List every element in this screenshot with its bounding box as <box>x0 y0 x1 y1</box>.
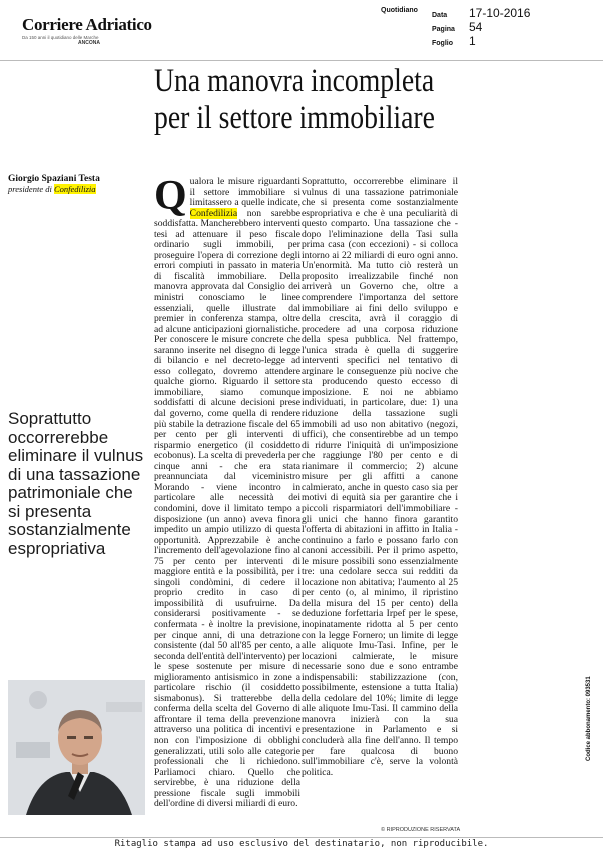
publication-type: Quotidiano <box>381 7 418 14</box>
sheet-label: Foglio <box>432 40 453 47</box>
masthead <box>22 16 172 46</box>
author-role <box>8 184 148 194</box>
drop-cap: Q <box>154 173 187 219</box>
page-value: 54 <box>469 20 483 34</box>
author-org: Confedilizia <box>53 184 96 194</box>
pull-quote: Soprattutto occorrerebbe eliminare il vulnus di una tassazione patrimoniale che si presenta sostanzialmente espropriativa <box>8 409 144 558</box>
clipping-meta <box>432 6 530 48</box>
logo-subtitle: Da 150 anni il quotidiano delle Marche <box>22 35 99 40</box>
copyright-notice: © RIPRODUZIONE RISERVATA <box>381 827 461 833</box>
subscription-code: Codice abbonamento: 093531 <box>586 676 592 761</box>
author-role-prefix: presidente di <box>8 184 54 194</box>
author-name: Giorgio Spaziani Testa <box>8 174 100 184</box>
headline <box>154 63 507 137</box>
headline-line-2: per il settore immobiliare <box>154 100 435 136</box>
date-label: Data <box>432 12 448 19</box>
column-1-org-highlight: Confedilizia <box>189 207 238 219</box>
column-1-text-b: non sarebbe soddisfatta. Mancherebbero interventi tesi ad attenuare il peso fiscale ordinario sugli immobili, per proseguire l'opera di correzione degli errori compiuti in passato in materia di fiscalità immobiliare. Della manovra approvata dal Consiglio dei ministri conosciamo le linee essenziali, quelle illustrate dal premier in conferenza stampa, oltre ad alcune anticipazioni giornalistiche. Per conoscere le misure concrete che saranno inserite nel disegno di legge di bilancio e nel decreto-legge ad esso collegato, dovremo attendere qualche giorno. Riguardo il settore immobiliare, siamo comunque soddisfatti di alcune decisioni prese dal governo, come quella di rendere più stabile la detrazione fiscale del 65 per cento per gli interventi di risparmio energetico (il cosiddetto ecobonus). La scelta di prevederla per cinque anni - che era stata preannunciata dal viceministro Morando - viene incontro in particolare alle necessità dei condomini, dove il limitato tempo a disposizione (un anno) aveva finora impedito un ampio utilizzo di questa opportunità. Apprezzabile è anche l'incremento dell'agevolazione fino al 75 per cento per interventi di maggiore entità e la possibilità, per i singoli condòmini, di cedere il proprio credito in caso di impossibilità di usufruirne. Da considerarsi positivamente - se confermata - è inoltre la previsione, per cinque anni, di una detrazione consistente (dal 50 all'85 per cento, a seconda dell'entità dell'intervento) per le spese sostenute per misure di miglioramento antisismico in zone a particolare rischio (il cosiddetto sismabonus). Si tratterebbe della conferma della scelta del Governo di affrontare il tema della prevenzione attraverso una politica di incentivi e non con l'imposizione di obblighi generalizzati, utili solo alle categorie professionali che li richiedono. Parliamoci chiaro. Quello che servirebbe, è una riduzione della pressione fiscale sugli immobili dell'ordine di diversi miliardi di euro. <box>154 207 300 810</box>
author-block <box>8 174 148 194</box>
headline-line-1: Una manovra incompleta <box>154 63 435 99</box>
newspaper-logo: Corriere Adriatico <box>22 15 152 34</box>
meta-date-row <box>432 6 530 20</box>
sheet-value: 1 <box>469 34 476 48</box>
date-value: 17-10-2016 <box>469 6 531 20</box>
meta-page-row <box>432 20 530 34</box>
article-column-1 <box>154 173 300 810</box>
top-divider <box>0 60 603 61</box>
logo-city: ANCONA <box>78 40 100 46</box>
clipping-footer: Ritaglio stampa ad uso esclusivo del destinatario, non riproducibile. <box>114 839 489 849</box>
bottom-divider <box>0 837 603 838</box>
meta-sheet-row <box>432 34 530 48</box>
page-label: Pagina <box>432 26 455 33</box>
article-column-2: Soprattutto, occorrerebbe eliminare il vulnus di una tassazione patrimoniale che si presenta come sostanzialmente espropriativa e che è una peculiarità di questo comparto. Una tassazione che - dopo l'eliminazione della Tasi sulla prima casa (con eccezioni) - si colloca intorno ai 22 miliardi di euro ogni anno. Un'enormità. Ma tutto ciò resterà un proposito irrealizzabile finché non arriverà un Governo che, oltre a comprendere l'importanza del settore immobiliare ai fini dello sviluppo e della crescita, avrà il coraggio di procedere ad una corposa riduzione della spesa pubblica. Nel frattempo, l'unica strada è quella di suggerire interventi specifici nel tentativo di arginare le conseguenze più nocive che sta producendo questo eccesso di imposizione. E noi ne abbiamo individuati, in particolare, due: 1) una riduzione della tassazione sugli immobili ad uso non abitativo (negozi, uffici), che consentirebbe ad un tempo di ridurre l'iniquità di un'imposizione che raggiunge l'80 per cento e di rianimare il commercio; 2) alcune misure per gli affitti a canone calmierato, anche in questo caso sia per motivi di equità sia per garantire che i piccoli risparmiatori dell'immobiliare - gli unici che hanno finora garantito l'offerta di abitazioni in affitto in Italia - continuino a farlo e possano farlo con canoni accessibili. Per il primo aspetto, le misure possibili sono essenzialmente tre: una cedolare secca sui redditi da locazione non abitativa; l'aumento al 25 per cento (o, al minimo, il ripristino della misura del 15 per cento) della deduzione forfettaria Irpef per le spese, inopinatamente ridotta al 5 per cento con la legge Fornero; un limite di legge alle aliquote Imu-Tasi. Infine, per le locazioni calmierate, le misure necessarie sono due e sono entrambe indispensabili: stabilizzazione (con, possibilmente, estensione a tutta Italia) della cedolare del 10%; limite di legge alle aliquote Imu-Tasi. Il cammino della manovra inizierà con la sua presentazione in Parlamento e si concluderà alla fine dell'anno. Il tempo per fare qualcosa di buono sull'immobiliare c'è, serve la volontà politica. <box>302 176 458 778</box>
column-1-text-a: ualora le misure riguardanti il settore immobiliare si limitassero a quelle indicate, <box>189 176 300 209</box>
author-photo-illustration <box>8 680 145 815</box>
author-photo <box>8 680 145 815</box>
